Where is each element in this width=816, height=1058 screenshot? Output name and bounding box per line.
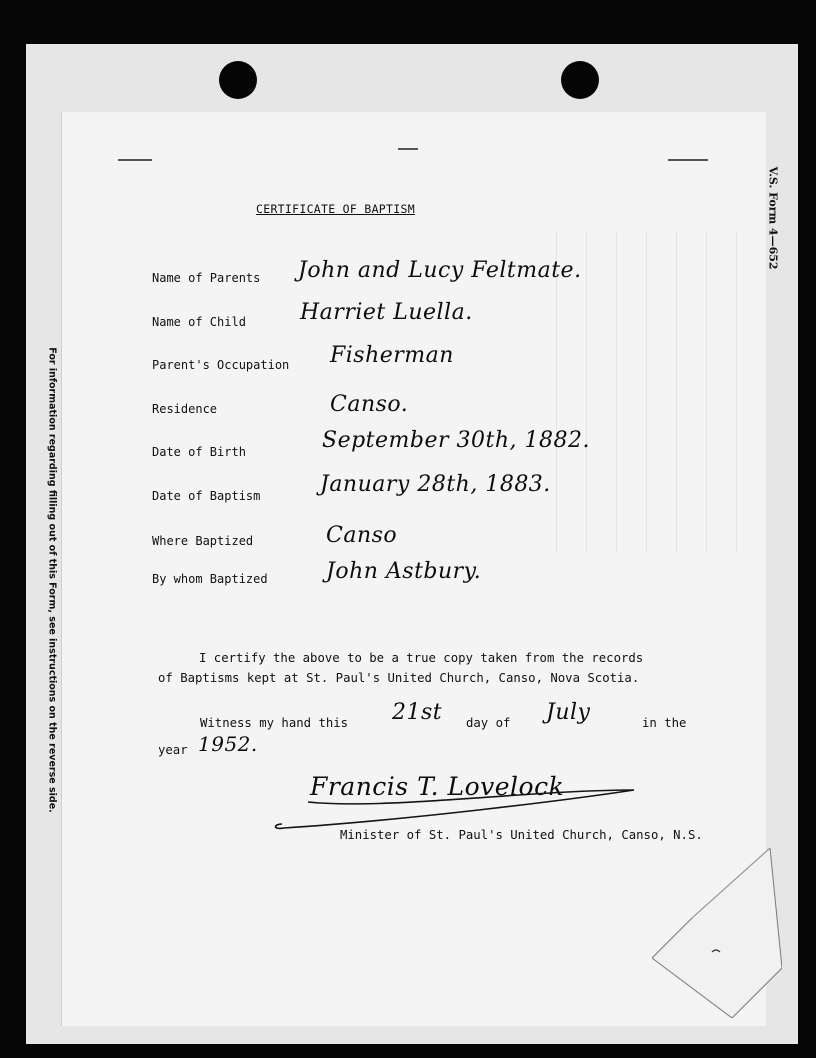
certify-line-2: of Baptisms kept at St. Paul's United Church, Canso, Nova Scotia. (158, 671, 640, 685)
punch-hole-right (561, 61, 599, 99)
witness-month: July (546, 700, 591, 725)
staple-right (668, 159, 708, 161)
staple-center (398, 148, 418, 150)
value-name-of-parents: John and Lucy Feltmate. (298, 258, 582, 283)
label-parents-occupation: Parent's Occupation (152, 358, 290, 372)
year-value: 1952. (198, 732, 258, 756)
year-prefix: year (158, 743, 188, 757)
value-residence: Canso. (330, 392, 409, 417)
staple-left (118, 159, 152, 161)
certificate-title: CERTIFICATE OF BAPTISM (256, 202, 415, 216)
minister-signature: Francis T. Lovelock (310, 772, 565, 801)
curled-page-corner (652, 848, 782, 1018)
label-name-of-child: Name of Child (152, 315, 246, 329)
label-by-whom-baptized: By whom Baptized (152, 572, 268, 586)
value-date-of-birth: September 30th, 1882. (322, 428, 590, 453)
label-residence: Residence (152, 402, 218, 416)
value-name-of-child: Harriet Luella. (300, 300, 473, 325)
form-code: V.S. Form 4—652 (766, 166, 780, 270)
value-by-whom-baptized: John Astbury. (326, 559, 482, 584)
value-where-baptized: Canso (326, 523, 398, 548)
label-name-of-parents: Name of Parents (152, 271, 261, 285)
punch-hole-left (219, 61, 257, 99)
witness-prefix: Witness my hand this (200, 716, 349, 730)
minister-line: Minister of St. Paul's United Church, Canso, N.S. (340, 828, 703, 842)
certify-line-1: I certify the above to be a true copy taken from the records (199, 651, 644, 665)
value-parents-occupation: Fisherman (330, 343, 454, 368)
label-date-of-birth: Date of Birth (152, 445, 246, 459)
witness-suffix: in the (642, 716, 687, 730)
label-date-of-baptism: Date of Baptism (152, 489, 261, 503)
value-date-of-baptism: January 28th, 1883. (320, 472, 551, 497)
witness-day: 21st (392, 700, 443, 725)
witness-mid: day of (466, 716, 511, 730)
side-instruction-note: For information regarding filling out of this Form, see instructions on the reverse side. (46, 347, 58, 813)
label-where-baptized: Where Baptized (152, 534, 254, 548)
